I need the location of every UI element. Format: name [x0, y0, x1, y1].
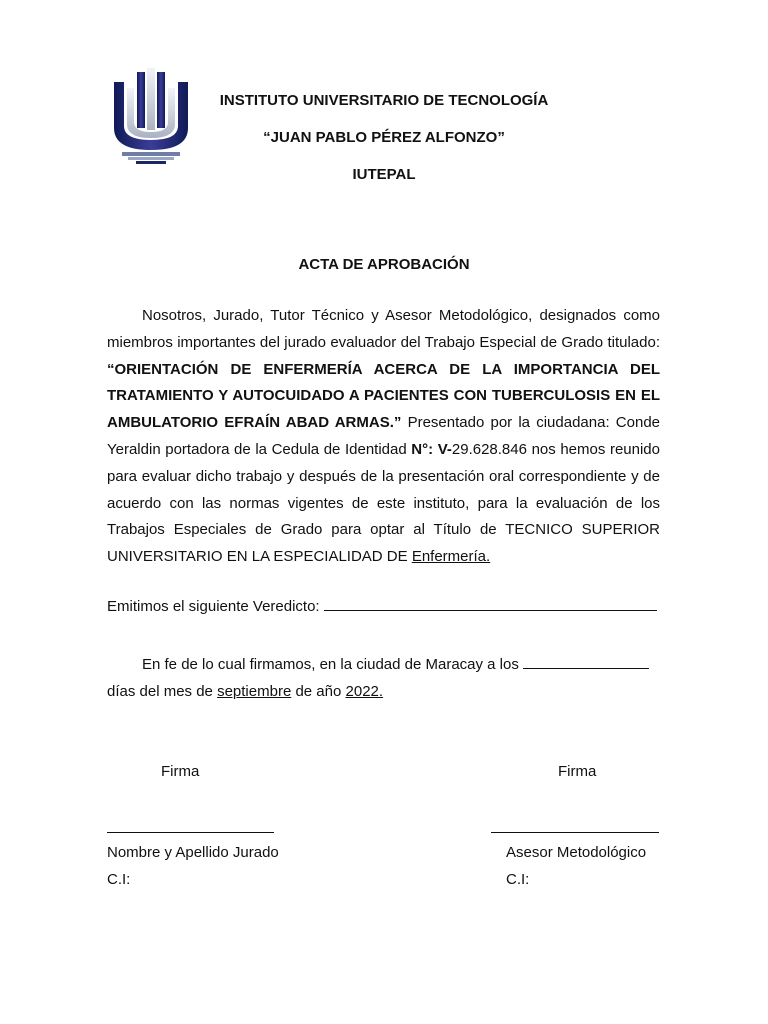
continuation-text: nos hemos reunido para evaluar dicho trabajo y después de la presentación oral correspondiente y de acuerdo con las normas vigentes de este instituto, para la evaluación de los Trabajos Especiales de Grado para optar al Título de TECNICO SUPERIOR UNIVERSITARIO EN LA ESPECIALIDAD DE — [107, 440, 660, 566]
right-signer-name: Asesor Metodológico — [506, 844, 647, 861]
closing-text-2: días del mes de — [107, 682, 213, 700]
closing-text-1: En fe de lo cual firmamos, en la ciudad de Maracay a los — [142, 656, 519, 673]
verdict-blank[interactable] — [324, 598, 657, 611]
left-firma-label: Firma — [161, 763, 200, 780]
institution-abbreviation: IUTEPAL — [352, 166, 416, 183]
left-signature-line[interactable] — [107, 832, 274, 833]
intro-text: Nosotros, Jurado, Tutor Técnico y Asesor Metodológico, designados como miembros importantes del jurado evaluador del Trabajo Especial de Grado titulado: — [107, 307, 660, 351]
closing-paragraph — [107, 652, 660, 706]
institution-name: INSTITUTO UNIVERSITARIO DE TECNOLOGÍA — [219, 92, 549, 109]
left-signer-name: Nombre y Apellido Jurado — [107, 844, 279, 861]
closing-month: septiembre — [217, 682, 292, 700]
document-title: ACTA DE APROBACIÓN — [298, 256, 470, 273]
day-blank[interactable] — [523, 656, 649, 669]
id-number: 29.628.846 — [451, 440, 527, 458]
closing-text-3: de año — [295, 682, 342, 700]
presented-by-text: Presentado por la ciudadana: Conde Yeraldin portadora de la Cedula de Identidad — [107, 414, 660, 458]
specialty-text: Enfermería. — [411, 548, 491, 566]
right-signature-line[interactable] — [491, 832, 659, 833]
verdict-line — [107, 598, 660, 615]
id-label: N°: V- — [411, 440, 452, 458]
approval-paragraph — [107, 303, 660, 571]
institution-subtitle: “JUAN PABLO PÉREZ ALFONZO” — [263, 129, 505, 146]
verdict-label: Emitimos el siguiente Veredicto: — [107, 598, 320, 615]
iutepal-logo-icon — [110, 66, 192, 164]
thesis-title: “ORIENTACIÓN DE ENFERMERÍA ACERCA DE LA IMPORTANCIA DEL TRATAMIENTO Y AUTOCUIDADO A PACIENTES CON TUBERCULOSIS EN EL AMBULATORIO EFRAÍN ABAD ARMAS.” — [107, 360, 660, 432]
closing-year: 2022. — [345, 682, 384, 700]
left-ci-label: C.I: — [107, 871, 131, 888]
right-ci-label: C.I: — [506, 871, 530, 888]
right-firma-label: Firma — [558, 763, 597, 780]
